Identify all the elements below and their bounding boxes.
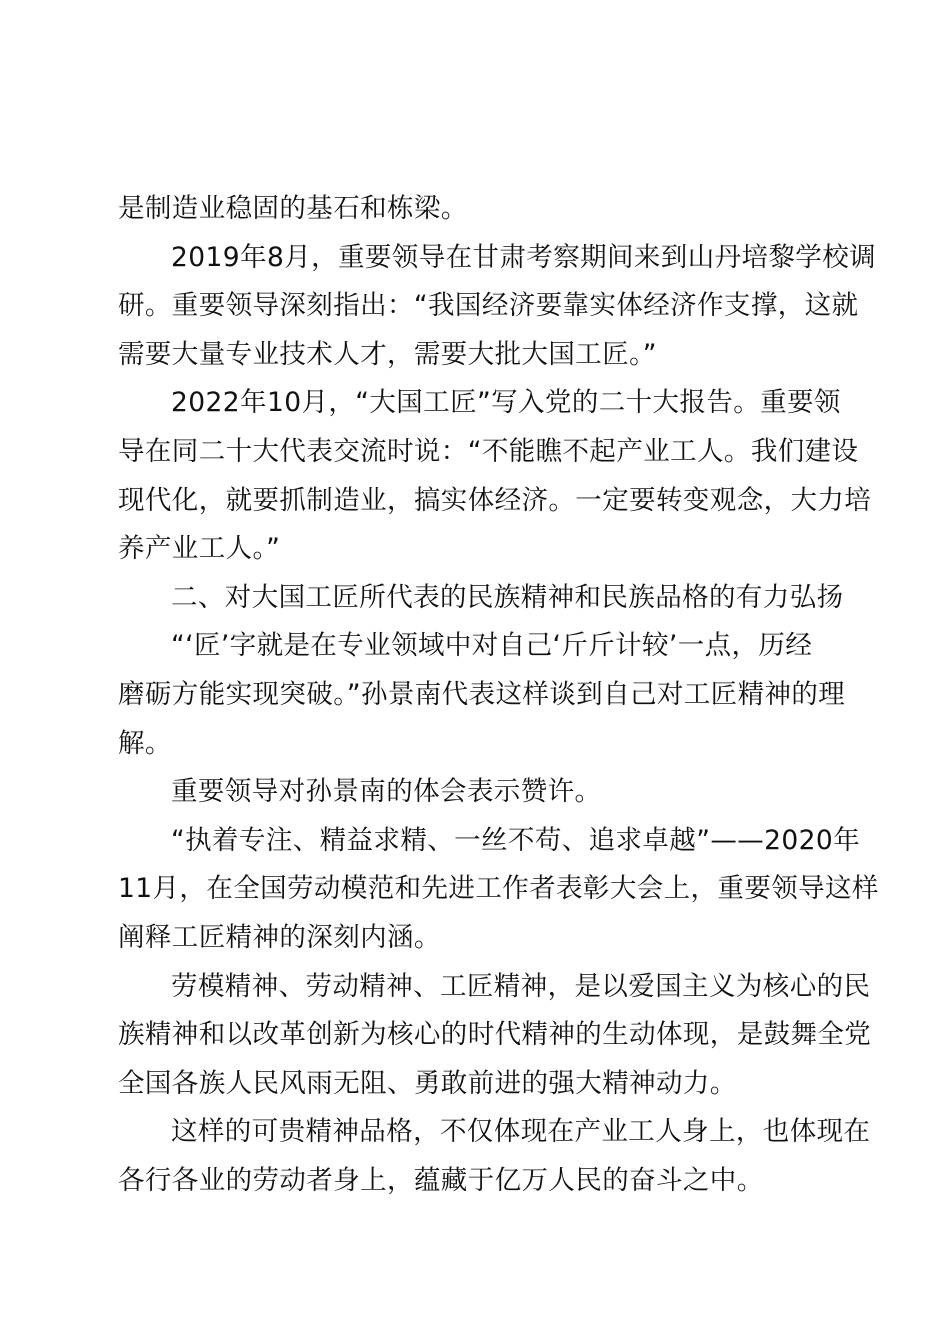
text-line: 养产业工人。”: [118, 533, 281, 565]
text-line: 族精神和以改革创新为核心的时代精神的生动体现，是鼓舞全党: [118, 1019, 872, 1051]
text-line: 2022年10月，“大国工匠”写入党的二十大报告。重要领: [171, 387, 841, 419]
text-line: 研。重要领导深刻指出：“我国经济要靠实体经济作支撑，这就: [118, 290, 859, 322]
text-line: 需要大量专业技术人才，需要大批大国工匠。”: [118, 338, 657, 370]
text-line: 2019年8月，重要领导在甘肃考察期间来到山丹培黎学校调: [171, 241, 877, 273]
text-line: 阐释工匠精神的深刻内涵。: [118, 921, 441, 953]
text-line: 11月，在全国劳动模范和先进工作者表彰大会上，重要领导这样: [118, 873, 879, 905]
text-line: 磨砺方能实现突破。”孙景南代表这样谈到自己对工匠精神的理: [118, 678, 846, 710]
text-line: 解。: [118, 727, 172, 759]
text-line: 现代化，就要抓制造业，搞实体经济。一定要转变观念，大力培: [118, 484, 872, 516]
text-line: 这样的可贵精神品格，不仅体现在产业工人身上，也体现在: [171, 1116, 871, 1148]
section-heading: 二、对大国工匠所代表的民族精神和民族品格的有力弘扬: [171, 581, 844, 613]
document-body: [118, 185, 879, 1205]
text-line: 全国各族人民风雨无阻、勇敢前进的强大精神动力。: [118, 1067, 737, 1099]
text-line: 是制造业稳固的基石和栋梁。: [118, 193, 468, 224]
text-line: 导在同二十大代表交流时说：“不能瞧不起产业工人。我们建设: [118, 435, 859, 467]
text-line: 劳模精神、劳动精神、工匠精神，是以爱国主义为核心的民: [171, 970, 871, 1002]
text-line: 重要领导对孙景南的体会表示赞许。: [171, 776, 602, 808]
text-line: “‘匠’字就是在专业领域中对自己‘斤斤计较’一点，历经: [171, 630, 813, 662]
text-line: 各行各业的劳动者身上，蕴藏于亿万人民的奋斗之中。: [118, 1164, 764, 1196]
text-line: “执着专注、精益求精、一丝不苟、追求卓越”——2020年: [171, 824, 861, 856]
